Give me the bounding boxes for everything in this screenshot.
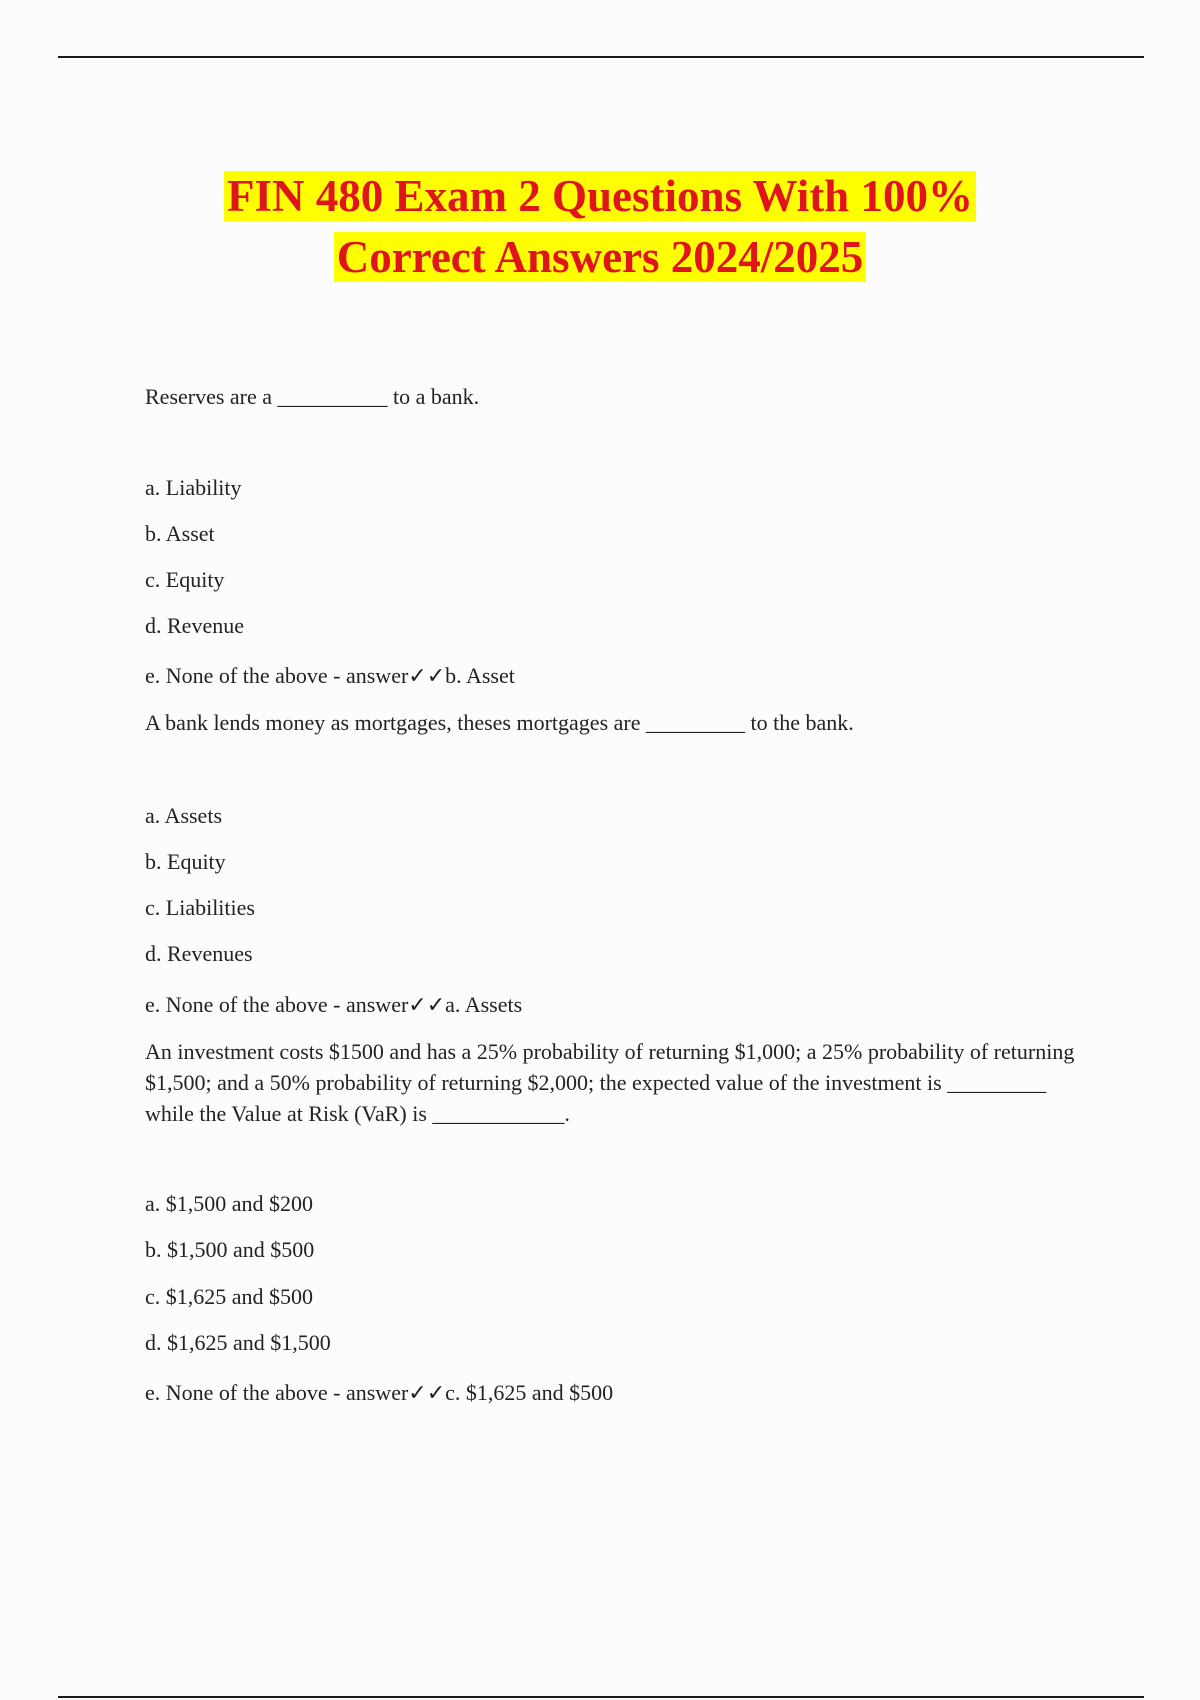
question-2-option-d: d. Revenues: [145, 941, 253, 966]
question-1-option-e: [145, 660, 515, 692]
double-check-icon: ✓✓: [408, 664, 446, 689]
double-check-icon: ✓✓: [408, 1381, 446, 1406]
question-2-option-a: a. Assets: [145, 803, 222, 828]
question-2-answer: a. Assets: [445, 992, 523, 1017]
question-3-prompt: An investment costs $1500 and has a 25% probability of returning $1,000; a 25% probability of returning $1,500; and a 50% probability of returning $2,000; the expected value of the investment is _________ while the Value at Risk (VaR) is ____________.: [145, 1039, 1075, 1126]
document-title: [0, 166, 1200, 288]
double-check-icon: ✓✓: [408, 993, 446, 1018]
option-e-label: e. None of the above - answer: [145, 992, 409, 1017]
question-2-option-b: b. Equity: [145, 849, 226, 874]
question-1-option-d: d. Revenue: [145, 613, 244, 638]
question-3-option-b: b. $1,500 and $500: [145, 1237, 315, 1262]
question-1-prompt: Reserves are a __________ to a bank.: [145, 384, 480, 409]
question-3-option-c: c. $1,625 and $500: [145, 1284, 314, 1309]
question-2-prompt: A bank lends money as mortgages, theses mortgages are _________ to the bank.: [145, 710, 854, 735]
question-1-option-b: b. Asset: [145, 521, 215, 546]
question-2-option-c: c. Liabilities: [145, 895, 255, 920]
question-3-answer: c. $1,625 and $500: [445, 1380, 614, 1405]
option-e-label: e. None of the above - answer: [145, 1380, 409, 1405]
question-3-option-d: d. $1,625 and $1,500: [145, 1330, 331, 1355]
question-1-option-c: c. Equity: [145, 567, 225, 592]
question-3-option-a: a. $1,500 and $200: [145, 1191, 314, 1216]
question-2-option-e: [145, 989, 522, 1021]
bottom-rule: [58, 1696, 1144, 1698]
question-1-answer: b. Asset: [445, 663, 515, 688]
question-1-option-a: a. Liability: [145, 475, 242, 500]
title-line-2: Correct Answers 2024/2025: [334, 232, 867, 282]
option-e-label: e. None of the above - answer: [145, 663, 409, 688]
question-3-option-e: [145, 1377, 613, 1409]
title-line-1: FIN 480 Exam 2 Questions With 100%: [224, 171, 976, 221]
top-rule: [58, 56, 1144, 58]
